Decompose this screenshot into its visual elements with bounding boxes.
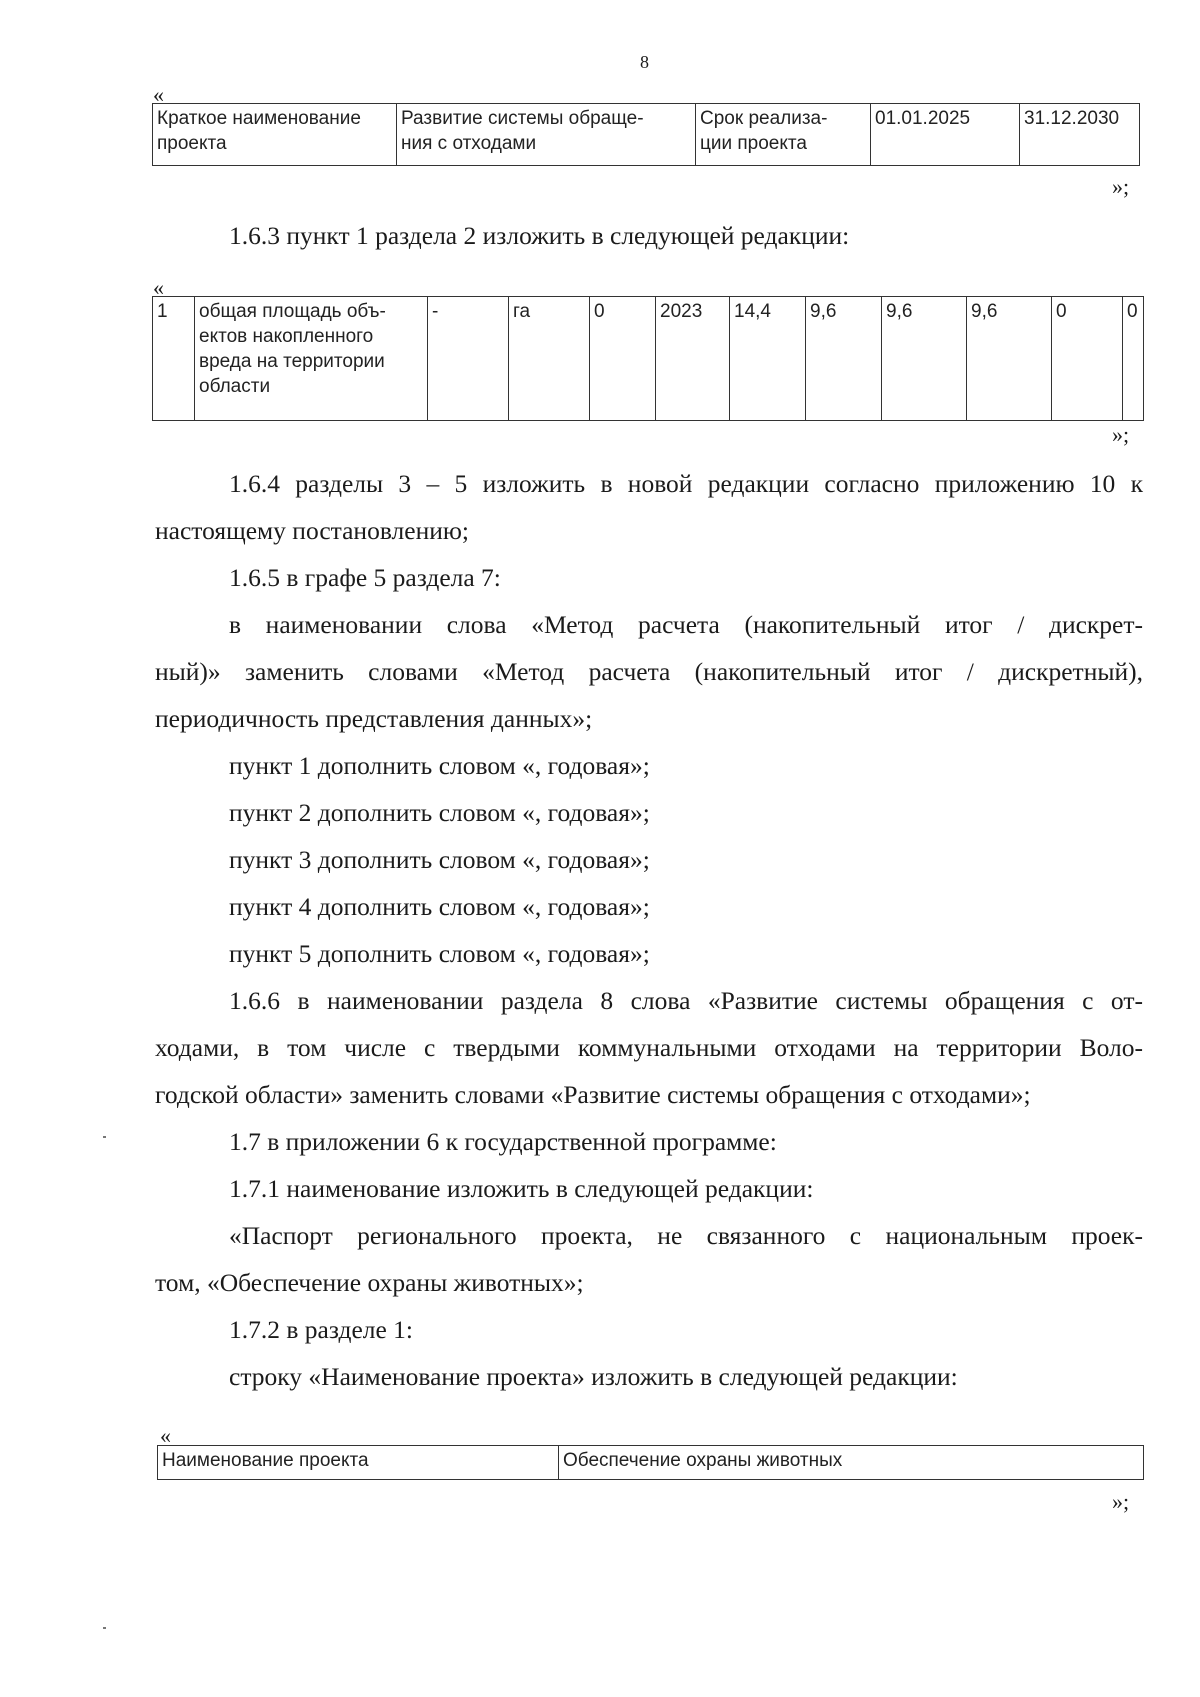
table-cell: 9,6	[882, 297, 967, 421]
open-quote: «	[153, 275, 164, 300]
page-number: 8	[640, 52, 649, 72]
paragraph-1-7-1: 1.7.1 наименование изложить в следующей редакции:	[229, 1174, 814, 1203]
paragraph-1-6-4: 1.6.4 разделы 3 – 5 изложить в новой редакции согласно приложению 10 к настоящему постановлению;	[155, 469, 1143, 545]
table-cell: 0	[1052, 297, 1123, 421]
paragraph-1-7: 1.7 в приложении 6 к государственной программе:	[229, 1127, 777, 1156]
table-cell: -	[428, 297, 509, 421]
paragraph-1-7-1-text: «Паспорт регионального проекта, не связанного с национальным проек- том, «Обеспечение охраны животных»;	[155, 1221, 1143, 1297]
table-cell: 9,6	[806, 297, 882, 421]
open-quote: «	[153, 82, 164, 107]
close-quote: »;	[1112, 1489, 1130, 1514]
paragraph-1-7-2: 1.7.2 в разделе 1:	[229, 1315, 414, 1344]
table-cell: га	[509, 297, 590, 421]
paragraph-1-6-5-text: в наименовании слова «Метод расчета (накопительный итог / дискрет- ный)» заменить словами «Метод расчета (накопительный итог / дискретный), периодичность представления данных»;	[155, 610, 1143, 733]
table-cell: 9,6	[967, 297, 1052, 421]
list-item: пункт 1 дополнить словом «, годовая»;	[229, 751, 650, 780]
scan-artifact	[103, 1136, 106, 1138]
project-name-table	[152, 103, 1140, 166]
paragraph-1-6-5: 1.6.5 в графе 5 раздела 7:	[229, 563, 501, 592]
table-cell: 31.12.2030	[1020, 104, 1140, 166]
close-quote: »;	[1112, 174, 1130, 199]
paragraph-1-7-2-text: строку «Наименование проекта» изложить в следующей редакции:	[229, 1362, 958, 1391]
table-cell: Наименование проекта	[158, 1446, 559, 1480]
table-cell: 01.01.2025	[871, 104, 1020, 166]
table-cell: 1	[153, 297, 195, 421]
table-cell: 2023	[656, 297, 730, 421]
table-cell: 0	[590, 297, 656, 421]
table-cell: Краткое наименование проекта	[153, 104, 397, 166]
paragraph-1-6-3: 1.6.3 пункт 1 раздела 2 изложить в следующей редакции:	[229, 221, 850, 250]
list-item: пункт 5 дополнить словом «, годовая»;	[229, 939, 650, 968]
indicator-table	[152, 296, 1144, 421]
table-cell: 14,4	[730, 297, 806, 421]
project-title-table	[157, 1445, 1144, 1480]
paragraph-1-6-6: 1.6.6 в наименовании раздела 8 слова «Развитие системы обращения с от- ходами, в том числе с твердыми коммунальными отходами на территории Воло- годской области» заменить словами «Развитие системы обращения с отходами»;	[155, 986, 1143, 1109]
table-cell: Развитие системы обраще- ния с отходами	[397, 104, 696, 166]
table-cell: Срок реализа- ции проекта	[696, 104, 871, 166]
table-cell: общая площадь объ- ектов накопленного вреда на территории области	[195, 297, 428, 421]
list-item: пункт 3 дополнить словом «, годовая»;	[229, 845, 650, 874]
close-quote: »;	[1112, 422, 1130, 447]
list-item: пункт 4 дополнить словом «, годовая»;	[229, 892, 650, 921]
scan-artifact	[103, 1627, 106, 1629]
open-quote: «	[160, 1423, 171, 1448]
list-item: пункт 2 дополнить словом «, годовая»;	[229, 798, 650, 827]
table-cell: 0	[1123, 297, 1144, 421]
table-cell: Обеспечение охраны животных	[559, 1446, 1144, 1480]
